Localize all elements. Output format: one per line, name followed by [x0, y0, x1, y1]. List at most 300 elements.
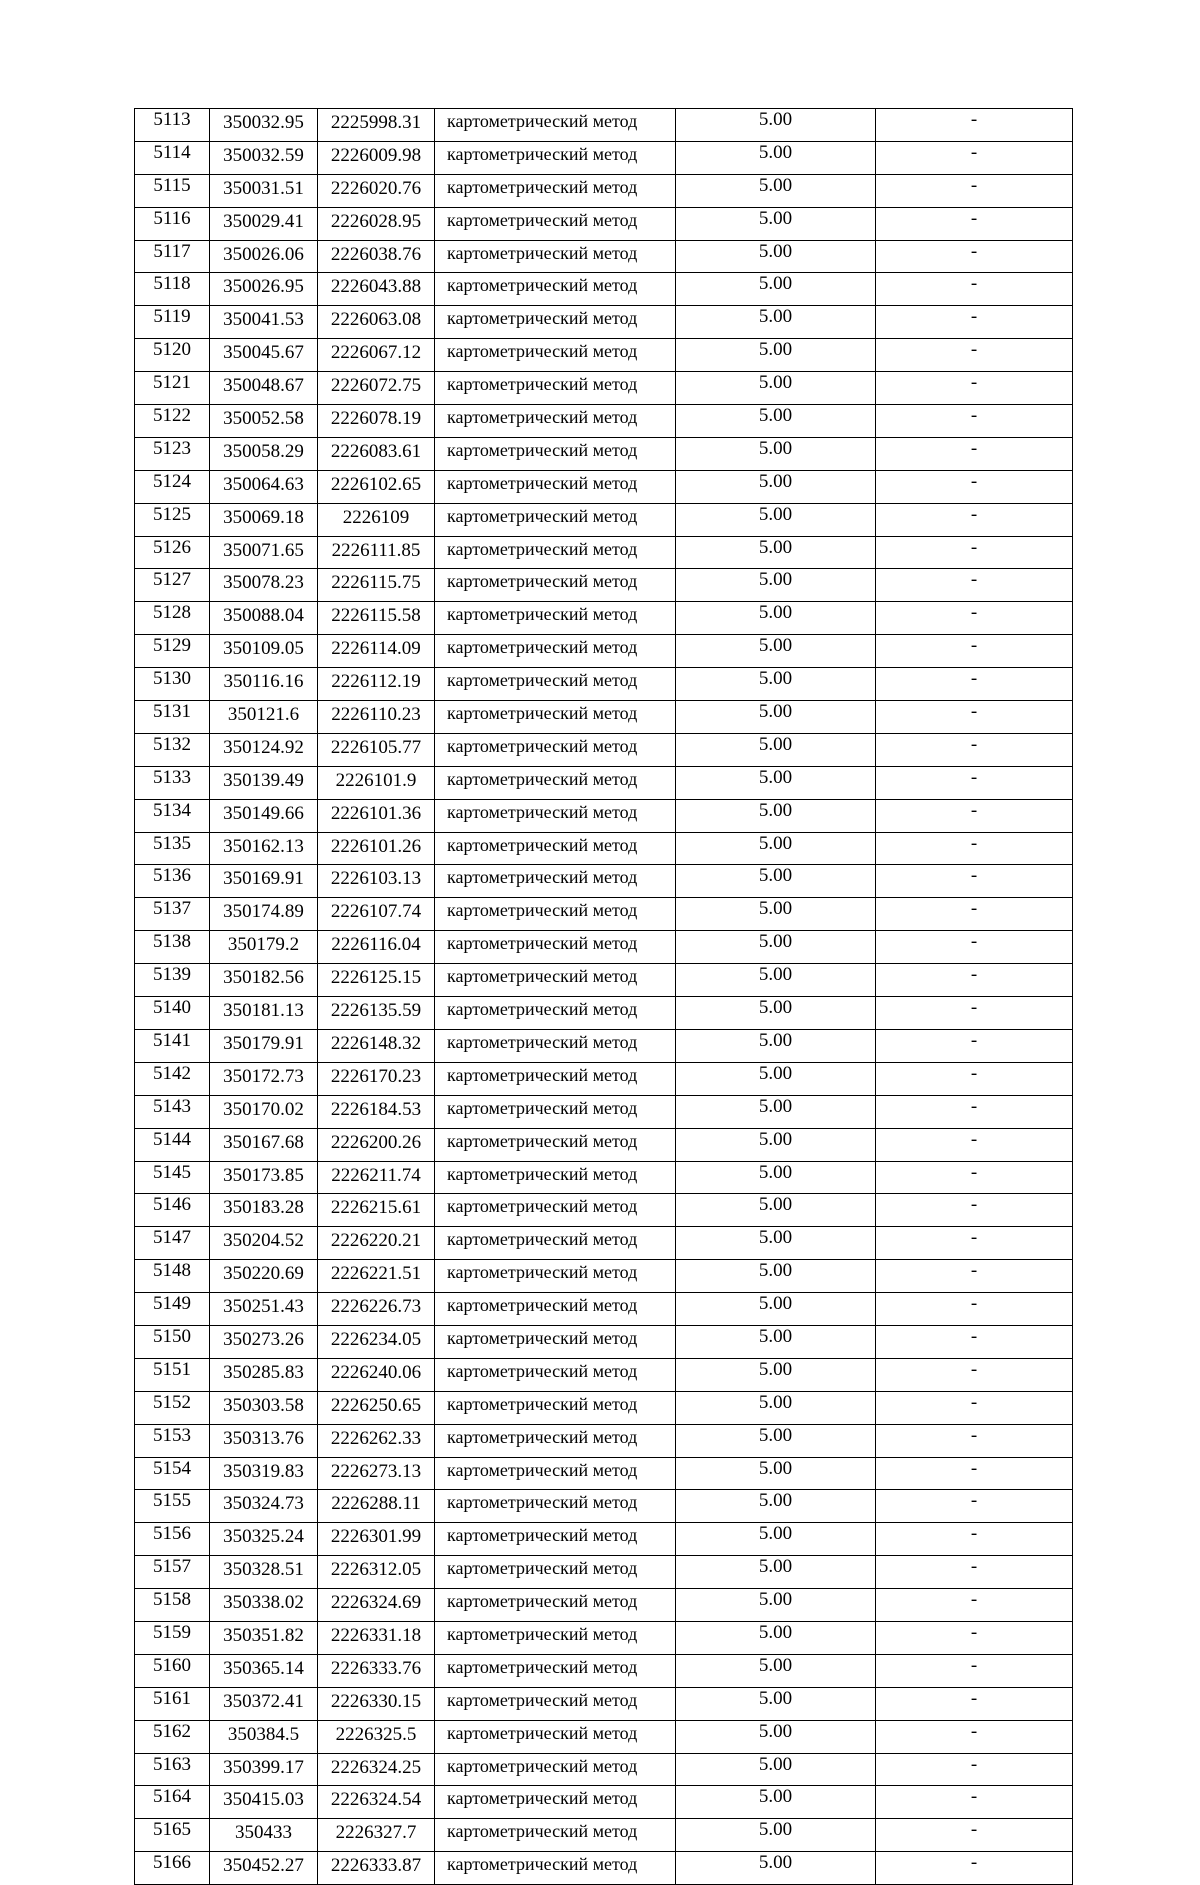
table-row	[135, 1852, 1073, 1885]
point-number-cell: 5133	[135, 766, 210, 799]
point-number-cell: 5137	[135, 898, 210, 931]
point-number-cell: 5141	[135, 1029, 210, 1062]
table-row	[135, 1753, 1073, 1786]
x-coordinate-cell: 350139.49	[210, 766, 318, 799]
table-row	[135, 1161, 1073, 1194]
accuracy-cell: 5.00	[676, 1062, 876, 1095]
point-number-cell: 5143	[135, 1095, 210, 1128]
note-cell: -	[876, 635, 1073, 668]
method-cell: картометрический метод	[435, 536, 676, 569]
accuracy-cell: 5.00	[676, 306, 876, 339]
point-number-cell: 5113	[135, 109, 210, 142]
point-number-cell: 5129	[135, 635, 210, 668]
x-coordinate-cell: 350071.65	[210, 536, 318, 569]
note-cell: -	[876, 1819, 1073, 1852]
x-coordinate-cell: 350179.2	[210, 931, 318, 964]
note-cell: -	[876, 1029, 1073, 1062]
table-row	[135, 273, 1073, 306]
accuracy-cell: 5.00	[676, 865, 876, 898]
x-coordinate-cell: 350365.14	[210, 1654, 318, 1687]
table-row	[135, 701, 1073, 734]
table-row	[135, 1325, 1073, 1358]
point-number-cell: 5127	[135, 569, 210, 602]
note-cell: -	[876, 1786, 1073, 1819]
accuracy-cell: 5.00	[676, 1753, 876, 1786]
y-coordinate-cell: 2226115.58	[318, 602, 435, 635]
x-coordinate-cell: 350325.24	[210, 1523, 318, 1556]
note-cell: -	[876, 1325, 1073, 1358]
accuracy-cell: 5.00	[676, 733, 876, 766]
table-row	[135, 1457, 1073, 1490]
note-cell: -	[876, 602, 1073, 635]
table-row	[135, 306, 1073, 339]
point-number-cell: 5132	[135, 733, 210, 766]
note-cell: -	[876, 306, 1073, 339]
y-coordinate-cell: 2226083.61	[318, 437, 435, 470]
y-coordinate-cell: 2226331.18	[318, 1621, 435, 1654]
table-row	[135, 602, 1073, 635]
method-cell: картометрический метод	[435, 174, 676, 207]
table-row	[135, 766, 1073, 799]
method-cell: картометрический метод	[435, 1753, 676, 1786]
point-number-cell: 5122	[135, 405, 210, 438]
note-cell: -	[876, 799, 1073, 832]
note-cell: -	[876, 997, 1073, 1030]
point-number-cell: 5123	[135, 437, 210, 470]
point-number-cell: 5161	[135, 1687, 210, 1720]
table-row	[135, 1687, 1073, 1720]
point-number-cell: 5150	[135, 1325, 210, 1358]
point-number-cell: 5115	[135, 174, 210, 207]
x-coordinate-cell: 350415.03	[210, 1786, 318, 1819]
x-coordinate-cell: 350032.95	[210, 109, 318, 142]
note-cell: -	[876, 273, 1073, 306]
y-coordinate-cell: 2226262.33	[318, 1424, 435, 1457]
y-coordinate-cell: 2226170.23	[318, 1062, 435, 1095]
accuracy-cell: 5.00	[676, 602, 876, 635]
point-number-cell: 5118	[135, 273, 210, 306]
x-coordinate-cell: 350433	[210, 1819, 318, 1852]
table-row	[135, 964, 1073, 997]
method-cell: картометрический метод	[435, 1391, 676, 1424]
accuracy-cell: 5.00	[676, 1227, 876, 1260]
x-coordinate-cell: 350029.41	[210, 207, 318, 240]
accuracy-cell: 5.00	[676, 1720, 876, 1753]
x-coordinate-cell: 350149.66	[210, 799, 318, 832]
point-number-cell: 5114	[135, 141, 210, 174]
method-cell: картометрический метод	[435, 1095, 676, 1128]
accuracy-cell: 5.00	[676, 437, 876, 470]
y-coordinate-cell: 2226020.76	[318, 174, 435, 207]
point-number-cell: 5144	[135, 1128, 210, 1161]
method-cell: картометрический метод	[435, 1786, 676, 1819]
note-cell: -	[876, 1687, 1073, 1720]
table-row	[135, 339, 1073, 372]
y-coordinate-cell: 2226324.69	[318, 1589, 435, 1622]
point-number-cell: 5130	[135, 668, 210, 701]
x-coordinate-cell: 350399.17	[210, 1753, 318, 1786]
y-coordinate-cell: 2226101.9	[318, 766, 435, 799]
x-coordinate-cell: 350183.28	[210, 1194, 318, 1227]
accuracy-cell: 5.00	[676, 1128, 876, 1161]
point-number-cell: 5148	[135, 1260, 210, 1293]
note-cell: -	[876, 1358, 1073, 1391]
table-row	[135, 1194, 1073, 1227]
x-coordinate-cell: 350172.73	[210, 1062, 318, 1095]
y-coordinate-cell: 2226220.21	[318, 1227, 435, 1260]
accuracy-cell: 5.00	[676, 1293, 876, 1326]
y-coordinate-cell: 2226327.7	[318, 1819, 435, 1852]
x-coordinate-cell: 350324.73	[210, 1490, 318, 1523]
method-cell: картометрический метод	[435, 668, 676, 701]
point-number-cell: 5145	[135, 1161, 210, 1194]
x-coordinate-cell: 350048.67	[210, 372, 318, 405]
table-row	[135, 1556, 1073, 1589]
note-cell: -	[876, 1753, 1073, 1786]
y-coordinate-cell: 2226325.5	[318, 1720, 435, 1753]
method-cell: картометрический метод	[435, 1720, 676, 1753]
note-cell: -	[876, 536, 1073, 569]
method-cell: картометрический метод	[435, 1457, 676, 1490]
accuracy-cell: 5.00	[676, 1523, 876, 1556]
point-number-cell: 5164	[135, 1786, 210, 1819]
note-cell: -	[876, 1128, 1073, 1161]
y-coordinate-cell: 2225998.31	[318, 109, 435, 142]
accuracy-cell: 5.00	[676, 799, 876, 832]
y-coordinate-cell: 2226148.32	[318, 1029, 435, 1062]
point-number-cell: 5154	[135, 1457, 210, 1490]
x-coordinate-cell: 350109.05	[210, 635, 318, 668]
note-cell: -	[876, 174, 1073, 207]
y-coordinate-cell: 2226324.54	[318, 1786, 435, 1819]
method-cell: картометрический метод	[435, 1621, 676, 1654]
table-row	[135, 733, 1073, 766]
method-cell: картометрический метод	[435, 865, 676, 898]
table-row	[135, 1293, 1073, 1326]
point-number-cell: 5135	[135, 832, 210, 865]
table-row	[135, 799, 1073, 832]
y-coordinate-cell: 2226288.11	[318, 1490, 435, 1523]
method-cell: картометрический метод	[435, 733, 676, 766]
table-row	[135, 865, 1073, 898]
accuracy-cell: 5.00	[676, 931, 876, 964]
accuracy-cell: 5.00	[676, 372, 876, 405]
method-cell: картометрический метод	[435, 635, 676, 668]
y-coordinate-cell: 2226116.04	[318, 931, 435, 964]
point-number-cell: 5147	[135, 1227, 210, 1260]
table-row	[135, 569, 1073, 602]
note-cell: -	[876, 141, 1073, 174]
note-cell: -	[876, 372, 1073, 405]
y-coordinate-cell: 2226301.99	[318, 1523, 435, 1556]
table-row	[135, 898, 1073, 931]
note-cell: -	[876, 1260, 1073, 1293]
point-number-cell: 5153	[135, 1424, 210, 1457]
y-coordinate-cell: 2226078.19	[318, 405, 435, 438]
accuracy-cell: 5.00	[676, 536, 876, 569]
accuracy-cell: 5.00	[676, 1029, 876, 1062]
x-coordinate-cell: 350173.85	[210, 1161, 318, 1194]
y-coordinate-cell: 2226324.25	[318, 1753, 435, 1786]
y-coordinate-cell: 2226215.61	[318, 1194, 435, 1227]
y-coordinate-cell: 2226135.59	[318, 997, 435, 1030]
table-row	[135, 1786, 1073, 1819]
method-cell: картометрический метод	[435, 1819, 676, 1852]
y-coordinate-cell: 2226111.85	[318, 536, 435, 569]
point-number-cell: 5165	[135, 1819, 210, 1852]
note-cell: -	[876, 339, 1073, 372]
x-coordinate-cell: 350026.95	[210, 273, 318, 306]
method-cell: картометрический метод	[435, 240, 676, 273]
y-coordinate-cell: 2226250.65	[318, 1391, 435, 1424]
y-coordinate-cell: 2226211.74	[318, 1161, 435, 1194]
point-number-cell: 5151	[135, 1358, 210, 1391]
accuracy-cell: 5.00	[676, 240, 876, 273]
y-coordinate-cell: 2226115.75	[318, 569, 435, 602]
x-coordinate-cell: 350026.06	[210, 240, 318, 273]
point-number-cell: 5156	[135, 1523, 210, 1556]
method-cell: картометрический метод	[435, 1194, 676, 1227]
accuracy-cell: 5.00	[676, 1786, 876, 1819]
y-coordinate-cell: 2226221.51	[318, 1260, 435, 1293]
method-cell: картометрический метод	[435, 1128, 676, 1161]
point-number-cell: 5134	[135, 799, 210, 832]
point-number-cell: 5119	[135, 306, 210, 339]
table-row	[135, 832, 1073, 865]
accuracy-cell: 5.00	[676, 1852, 876, 1885]
note-cell: -	[876, 1161, 1073, 1194]
note-cell: -	[876, 1589, 1073, 1622]
y-coordinate-cell: 2226043.88	[318, 273, 435, 306]
method-cell: картометрический метод	[435, 1523, 676, 1556]
accuracy-cell: 5.00	[676, 1194, 876, 1227]
x-coordinate-cell: 350121.6	[210, 701, 318, 734]
y-coordinate-cell: 2226112.19	[318, 668, 435, 701]
x-coordinate-cell: 350162.13	[210, 832, 318, 865]
point-number-cell: 5139	[135, 964, 210, 997]
table-row	[135, 1819, 1073, 1852]
accuracy-cell: 5.00	[676, 503, 876, 536]
accuracy-cell: 5.00	[676, 1819, 876, 1852]
y-coordinate-cell: 2226105.77	[318, 733, 435, 766]
x-coordinate-cell: 350251.43	[210, 1293, 318, 1326]
x-coordinate-cell: 350170.02	[210, 1095, 318, 1128]
table-row	[135, 1358, 1073, 1391]
accuracy-cell: 5.00	[676, 1654, 876, 1687]
table-row	[135, 503, 1073, 536]
y-coordinate-cell: 2226312.05	[318, 1556, 435, 1589]
note-cell: -	[876, 668, 1073, 701]
method-cell: картометрический метод	[435, 470, 676, 503]
note-cell: -	[876, 832, 1073, 865]
method-cell: картометрический метод	[435, 1062, 676, 1095]
note-cell: -	[876, 701, 1073, 734]
table-row	[135, 1029, 1073, 1062]
x-coordinate-cell: 350041.53	[210, 306, 318, 339]
x-coordinate-cell: 350167.68	[210, 1128, 318, 1161]
note-cell: -	[876, 470, 1073, 503]
y-coordinate-cell: 2226067.12	[318, 339, 435, 372]
point-number-cell: 5152	[135, 1391, 210, 1424]
table-row	[135, 437, 1073, 470]
accuracy-cell: 5.00	[676, 1457, 876, 1490]
table-row	[135, 1227, 1073, 1260]
note-cell: -	[876, 1227, 1073, 1260]
accuracy-cell: 5.00	[676, 141, 876, 174]
accuracy-cell: 5.00	[676, 1260, 876, 1293]
accuracy-cell: 5.00	[676, 964, 876, 997]
note-cell: -	[876, 931, 1073, 964]
method-cell: картометрический метод	[435, 339, 676, 372]
x-coordinate-cell: 350032.59	[210, 141, 318, 174]
x-coordinate-cell: 350181.13	[210, 997, 318, 1030]
y-coordinate-cell: 2226107.74	[318, 898, 435, 931]
accuracy-cell: 5.00	[676, 174, 876, 207]
point-number-cell: 5157	[135, 1556, 210, 1589]
point-number-cell: 5146	[135, 1194, 210, 1227]
point-number-cell: 5163	[135, 1753, 210, 1786]
y-coordinate-cell: 2226009.98	[318, 141, 435, 174]
accuracy-cell: 5.00	[676, 898, 876, 931]
note-cell: -	[876, 1194, 1073, 1227]
method-cell: картометрический метод	[435, 141, 676, 174]
accuracy-cell: 5.00	[676, 701, 876, 734]
x-coordinate-cell: 350045.67	[210, 339, 318, 372]
method-cell: картометрический метод	[435, 273, 676, 306]
table-row	[135, 1260, 1073, 1293]
y-coordinate-cell: 2226226.73	[318, 1293, 435, 1326]
point-number-cell: 5160	[135, 1654, 210, 1687]
method-cell: картометрический метод	[435, 569, 676, 602]
x-coordinate-cell: 350328.51	[210, 1556, 318, 1589]
y-coordinate-cell: 2226200.26	[318, 1128, 435, 1161]
x-coordinate-cell: 350169.91	[210, 865, 318, 898]
method-cell: картометрический метод	[435, 1227, 676, 1260]
x-coordinate-cell: 350372.41	[210, 1687, 318, 1720]
method-cell: картометрический метод	[435, 503, 676, 536]
note-cell: -	[876, 964, 1073, 997]
accuracy-cell: 5.00	[676, 635, 876, 668]
accuracy-cell: 5.00	[676, 1095, 876, 1128]
accuracy-cell: 5.00	[676, 1424, 876, 1457]
x-coordinate-cell: 350179.91	[210, 1029, 318, 1062]
point-number-cell: 5155	[135, 1490, 210, 1523]
point-number-cell: 5128	[135, 602, 210, 635]
table-row	[135, 470, 1073, 503]
table-row	[135, 1095, 1073, 1128]
table-row	[135, 1621, 1073, 1654]
accuracy-cell: 5.00	[676, 470, 876, 503]
point-number-cell: 5136	[135, 865, 210, 898]
y-coordinate-cell: 2226273.13	[318, 1457, 435, 1490]
note-cell: -	[876, 1062, 1073, 1095]
accuracy-cell: 5.00	[676, 1556, 876, 1589]
method-cell: картометрический метод	[435, 109, 676, 142]
method-cell: картометрический метод	[435, 372, 676, 405]
note-cell: -	[876, 898, 1073, 931]
note-cell: -	[876, 766, 1073, 799]
method-cell: картометрический метод	[435, 766, 676, 799]
y-coordinate-cell: 2226072.75	[318, 372, 435, 405]
note-cell: -	[876, 109, 1073, 142]
x-coordinate-cell: 350116.16	[210, 668, 318, 701]
table-row	[135, 1391, 1073, 1424]
note-cell: -	[876, 503, 1073, 536]
accuracy-cell: 5.00	[676, 273, 876, 306]
table-row	[135, 141, 1073, 174]
method-cell: картометрический метод	[435, 437, 676, 470]
method-cell: картометрический метод	[435, 1556, 676, 1589]
note-cell: -	[876, 1490, 1073, 1523]
table-row	[135, 1523, 1073, 1556]
point-number-cell: 5125	[135, 503, 210, 536]
note-cell: -	[876, 1556, 1073, 1589]
x-coordinate-cell: 350204.52	[210, 1227, 318, 1260]
accuracy-cell: 5.00	[676, 766, 876, 799]
note-cell: -	[876, 1852, 1073, 1885]
note-cell: -	[876, 569, 1073, 602]
accuracy-cell: 5.00	[676, 1325, 876, 1358]
x-coordinate-cell: 350303.58	[210, 1391, 318, 1424]
table-row	[135, 536, 1073, 569]
note-cell: -	[876, 405, 1073, 438]
y-coordinate-cell: 2226114.09	[318, 635, 435, 668]
y-coordinate-cell: 2226125.15	[318, 964, 435, 997]
table-row	[135, 635, 1073, 668]
table-row	[135, 1490, 1073, 1523]
method-cell: картометрический метод	[435, 1424, 676, 1457]
table-row	[135, 997, 1073, 1030]
table-row	[135, 174, 1073, 207]
method-cell: картометрический метод	[435, 1687, 676, 1720]
method-cell: картометрический метод	[435, 1852, 676, 1885]
method-cell: картометрический метод	[435, 405, 676, 438]
y-coordinate-cell: 2226240.06	[318, 1358, 435, 1391]
method-cell: картометрический метод	[435, 1325, 676, 1358]
note-cell: -	[876, 1654, 1073, 1687]
y-coordinate-cell: 2226333.87	[318, 1852, 435, 1885]
method-cell: картометрический метод	[435, 1589, 676, 1622]
point-number-cell: 5142	[135, 1062, 210, 1095]
y-coordinate-cell: 2226028.95	[318, 207, 435, 240]
x-coordinate-cell: 350078.23	[210, 569, 318, 602]
note-cell: -	[876, 1424, 1073, 1457]
method-cell: картометрический метод	[435, 602, 676, 635]
note-cell: -	[876, 1720, 1073, 1753]
x-coordinate-cell: 350220.69	[210, 1260, 318, 1293]
accuracy-cell: 5.00	[676, 339, 876, 372]
x-coordinate-cell: 350452.27	[210, 1852, 318, 1885]
table-row	[135, 1062, 1073, 1095]
accuracy-cell: 5.00	[676, 1161, 876, 1194]
method-cell: картометрический метод	[435, 1260, 676, 1293]
point-number-cell: 5140	[135, 997, 210, 1030]
accuracy-cell: 5.00	[676, 668, 876, 701]
note-cell: -	[876, 1293, 1073, 1326]
table-row	[135, 405, 1073, 438]
y-coordinate-cell: 2226063.08	[318, 306, 435, 339]
table-row	[135, 1128, 1073, 1161]
method-cell: картометрический метод	[435, 1161, 676, 1194]
x-coordinate-cell: 350285.83	[210, 1358, 318, 1391]
method-cell: картометрический метод	[435, 799, 676, 832]
point-number-cell: 5138	[135, 931, 210, 964]
y-coordinate-cell: 2226110.23	[318, 701, 435, 734]
method-cell: картометрический метод	[435, 701, 676, 734]
y-coordinate-cell: 2226109	[318, 503, 435, 536]
accuracy-cell: 5.00	[676, 832, 876, 865]
table-row	[135, 1720, 1073, 1753]
